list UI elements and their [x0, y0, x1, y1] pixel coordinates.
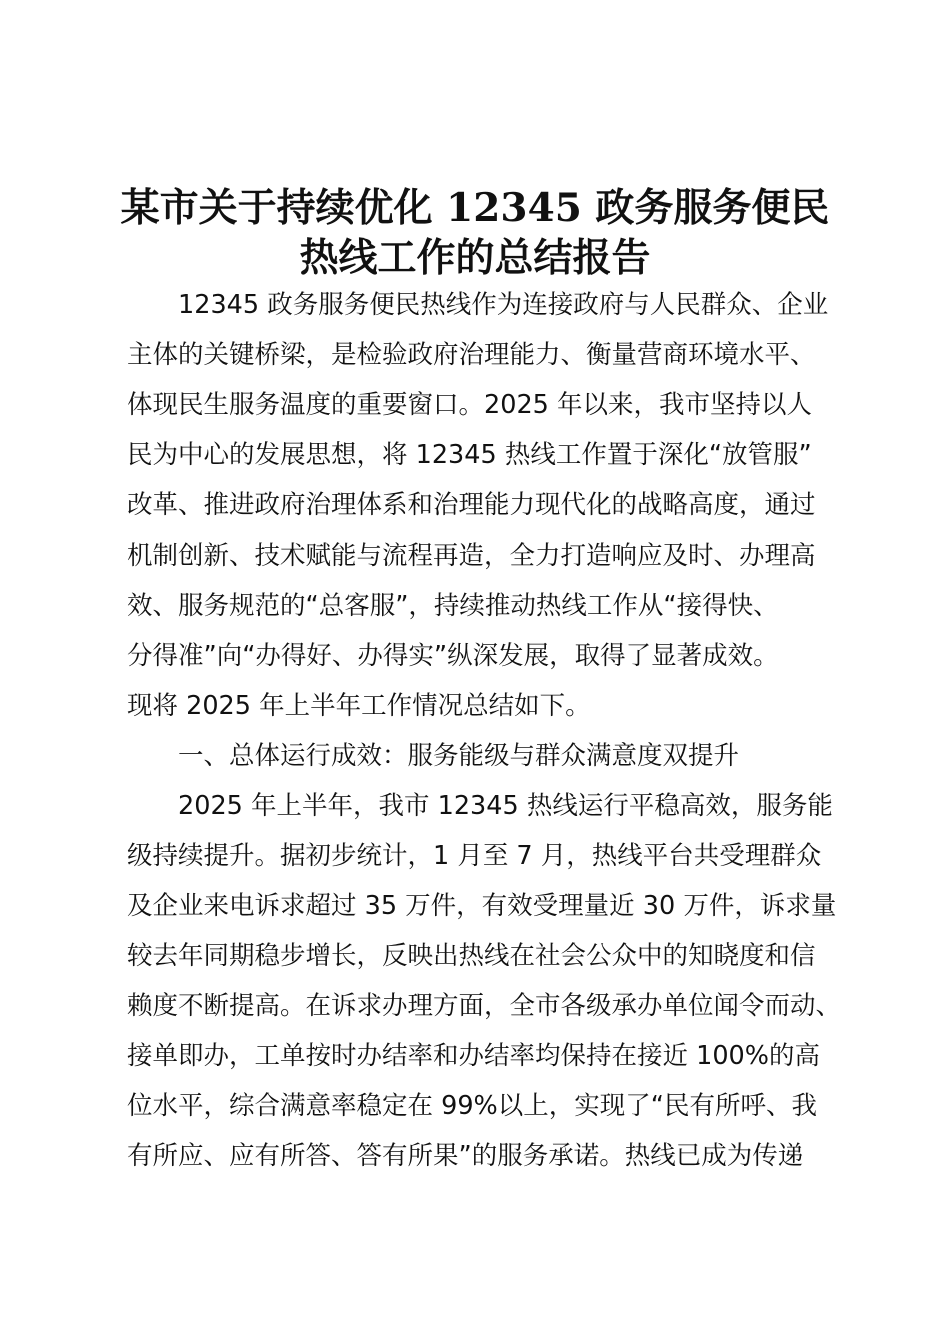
section-paragraph-line: 赖度不断提高。在诉求办理方面，全市各级承办单位闻令而动、 — [127, 991, 842, 1021]
document-title-line-1: 某市关于持续优化 12345 政务服务便民 — [120, 185, 830, 231]
intro-paragraph-line: 体现民生服务温度的重要窗口。2025 年以来，我市坚持以人 — [127, 390, 813, 420]
section-paragraph-line: 级持续提升。据初步统计，1 月至 7 月，热线平台共受理群众 — [127, 841, 822, 871]
section-paragraph-line: 2025 年上半年，我市 12345 热线运行平稳高效，服务能 — [178, 791, 833, 821]
intro-paragraph-line: 现将 2025 年上半年工作情况总结如下。 — [127, 691, 591, 721]
section-paragraph-line: 有所应、应有所答、答有所果”的服务承诺。热线已成为传递 — [127, 1141, 804, 1171]
intro-paragraph-line: 效、服务规范的“总客服”，持续推动热线工作从“接得快、 — [127, 591, 779, 621]
section-paragraph-line: 及企业来电诉求超过 35 万件，有效受理量近 30 万件，诉求量 — [127, 891, 837, 921]
section-paragraph-line: 位水平，综合满意率稳定在 99%以上，实现了“民有所呼、我 — [127, 1091, 817, 1121]
section-paragraph-line: 接单即办，工单按时办结率和办结率均保持在接近 100%的高 — [127, 1041, 821, 1071]
intro-paragraph-line: 12345 政务服务便民热线作为连接政府与人民群众、企业 — [178, 290, 829, 320]
intro-paragraph-line: 机制创新、技术赋能与流程再造，全力打造响应及时、办理高 — [127, 541, 816, 571]
intro-paragraph-line: 主体的关键桥梁，是检验政府治理能力、衡量营商环境水平、 — [127, 340, 816, 370]
document-title-line-2: 热线工作的总结报告 — [299, 235, 651, 281]
intro-paragraph-line: 民为中心的发展思想，将 12345 热线工作置于深化“放管服” — [127, 440, 812, 470]
intro-paragraph-line: 改革、推进政府治理体系和治理能力现代化的战略高度，通过 — [127, 490, 816, 520]
intro-paragraph-line: 分得准”向“办得好、办得实”纵深发展，取得了显著成效。 — [127, 641, 779, 671]
section-heading: 一、总体运行成效：服务能级与群众满意度双提升 — [178, 741, 740, 771]
section-paragraph-line: 较去年同期稳步增长，反映出热线在社会公众中的知晓度和信 — [127, 941, 816, 971]
